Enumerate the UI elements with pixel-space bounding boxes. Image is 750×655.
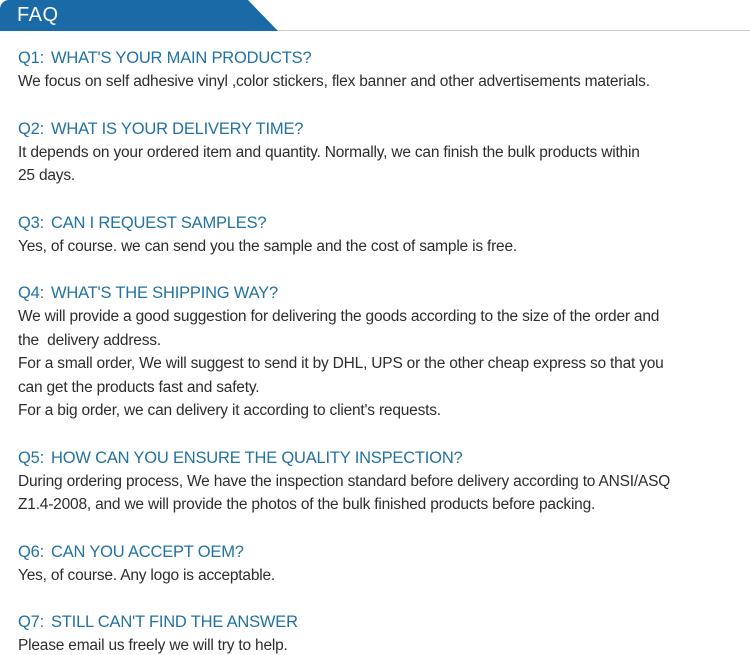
faq-answer-line: Z1.4-2008, and we will provide the photos of the bulk finished products before packing.: [18, 496, 596, 513]
question-label: Q3:: [18, 213, 44, 232]
faq-answer-line: the delivery address.: [18, 331, 161, 349]
faq-item-q5: [18, 446, 732, 517]
faq-item-q3: [18, 211, 732, 259]
faq-answer-line: can get the products fast and safety.: [18, 378, 260, 396]
faq-item-q2: [18, 117, 732, 188]
faq-question: [18, 540, 732, 564]
page-title: FAQ: [17, 4, 59, 26]
faq-ribbon-body: [0, 0, 248, 31]
question-text: STILL CAN'T FIND THE ANSWER: [51, 613, 298, 631]
question-text: WHAT'S THE SHIPPING WAY?: [51, 284, 278, 302]
question-text: CAN YOU ACCEPT OEM?: [51, 542, 244, 561]
faq-answer-line: For a big order, we can delivery it according to client's requests.: [18, 402, 441, 419]
question-text: WHAT IS YOUR DELIVERY TIME?: [51, 119, 304, 138]
faq-question: [18, 211, 732, 235]
faq-answer-line: During ordering process, We have the inspection standard before delivery according to ANSI/ASQ: [18, 472, 671, 490]
faq-answer-line: We focus on self adhesive vinyl ,color stickers, flex banner and other advertisements materials.: [18, 73, 650, 90]
faq-header: [0, 0, 750, 31]
faq-question: [18, 446, 732, 470]
question-label: Q7:: [18, 613, 44, 631]
faq-answer-line: 25 days.: [18, 167, 75, 184]
faq-answer-line: We will provide a good suggestion for delivering the goods according to the size of the order and: [18, 308, 660, 325]
question-label: Q6:: [18, 542, 44, 561]
faq-ribbon: [0, 0, 750, 31]
faq-answer-line: It depends on your ordered item and quantity. Normally, we can finish the bulk products within: [18, 143, 640, 161]
faq-list: [0, 31, 750, 655]
faq-answer-line: For a small order, We will suggest to send it by DHL, UPS or the other cheap express so that you: [18, 355, 664, 372]
faq-item-q6: [18, 540, 732, 588]
question-label: Q5:: [18, 448, 44, 467]
faq-question: [18, 281, 732, 305]
question-text: CAN I REQUEST SAMPLES?: [51, 213, 267, 232]
faq-question: [18, 117, 732, 141]
question-text: HOW CAN YOU ENSURE THE QUALITY INSPECTION?: [51, 448, 463, 467]
question-label: Q2:: [18, 119, 44, 138]
faq-question: [18, 46, 732, 70]
faq-ribbon-tail-shape: [248, 0, 278, 31]
faq-answer-line: Yes, of course. Any logo is acceptable.: [18, 566, 276, 584]
faq-item-q1: [18, 46, 732, 94]
faq-answer-line: Please email us freely we will try to help.: [18, 637, 288, 654]
faq-item-q7: [18, 610, 732, 655]
faq-answer-line: Yes, of course. we can send you the sample and the cost of sample is free.: [18, 237, 518, 255]
question-text: WHAT'S YOUR MAIN PRODUCTS?: [51, 49, 312, 67]
question-label: Q4:: [18, 284, 44, 302]
faq-question: [18, 610, 732, 634]
faq-item-q4: [18, 281, 732, 423]
question-label: Q1:: [18, 49, 44, 67]
